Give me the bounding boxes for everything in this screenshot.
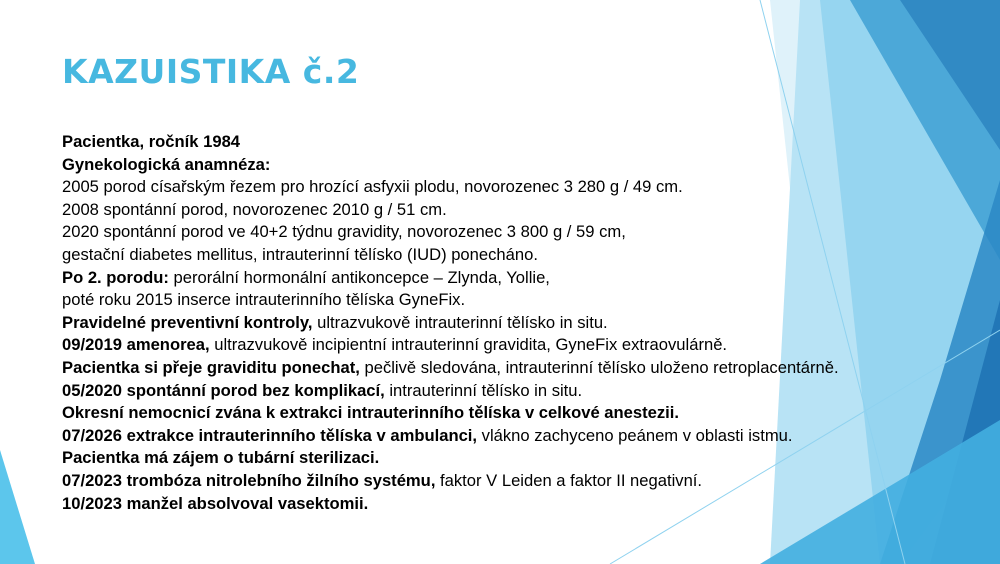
- line-text: ultrazvukově intrauterinní tělísko in situ.: [312, 312, 608, 332]
- bold-label: Okresní nemocnicí zvána k extrakci intrauterinního tělíska v celkové anestezii.: [62, 403, 679, 423]
- text-line: [62, 221, 962, 244]
- bold-label: Po 2. porodu:: [62, 267, 169, 287]
- bold-label: Pacientka si přeje graviditu ponechat,: [62, 357, 360, 377]
- slide-title: KAZUISTIKA č.2: [62, 52, 360, 91]
- text-line: [62, 447, 962, 470]
- line-text: perorální hormonální antikoncepce – Zlynda, Yollie,: [168, 267, 550, 287]
- line-text: gestační diabetes mellitus, intrauterinní tělísko (IUD) ponecháno.: [62, 244, 538, 264]
- text-line: [62, 289, 962, 312]
- text-line: [62, 402, 962, 425]
- line-text: 2008 spontánní porod, novorozenec 2010 g / 51 cm.: [62, 199, 447, 219]
- line-text: faktor V Leiden a faktor II negativní.: [435, 470, 703, 490]
- line-text: 2005 porod císařským řezem pro hrozící asfyxii plodu, novorozenec 3 280 g / 49 cm.: [62, 177, 683, 197]
- bold-label: 05/2020 spontánní porod bez komplikací,: [62, 380, 385, 400]
- text-line: [62, 244, 962, 267]
- text-line: [62, 470, 962, 493]
- text-line: [62, 312, 962, 335]
- line-text: poté roku 2015 inserce intrauterinního tělíska GyneFix.: [62, 290, 466, 310]
- bold-label: 09/2019 amenorea,: [62, 335, 210, 355]
- text-line: [62, 357, 962, 380]
- bold-label: Pravidelné preventivní kontroly,: [62, 312, 313, 332]
- line-text: intrauterinní tělísko in situ.: [384, 380, 583, 400]
- line-text: ultrazvukově incipientní intrauterinní gravidita, GyneFix extraovulárně.: [209, 335, 728, 355]
- text-line: [62, 334, 962, 357]
- line-text: vlákno zachyceno peánem v oblasti istmu.: [477, 425, 793, 445]
- line-text: 2020 spontánní porod ve 40+2 týdnu gravidity, novorozenec 3 800 g / 59 cm,: [62, 222, 626, 242]
- text-line: [62, 267, 962, 290]
- bold-label: Pacientka, ročník 1984: [62, 132, 241, 151]
- text-line: [62, 131, 962, 154]
- text-line: [62, 380, 962, 403]
- bold-label: Gynekologická anamnéza:: [62, 154, 271, 174]
- text-line: [62, 199, 962, 222]
- text-line: [62, 493, 962, 516]
- bold-label: 07/2026 extrakce intrauterinního tělíska v ambulanci,: [62, 425, 478, 445]
- text-line: [62, 425, 962, 448]
- bold-label: 07/2023 trombóza nitrolebního žilního systému,: [62, 470, 436, 490]
- text-line: [62, 154, 962, 177]
- text-line: [62, 176, 962, 199]
- bold-label: 10/2023 manžel absolvoval vasektomii.: [62, 493, 369, 513]
- line-text: pečlivě sledována, intrauterinní tělísko uloženo retroplacentárně.: [359, 357, 839, 377]
- bold-label: Pacientka má zájem o tubární sterilizaci.: [62, 448, 380, 468]
- left-corner-shape: [0, 450, 35, 564]
- case-history-text: [62, 131, 962, 515]
